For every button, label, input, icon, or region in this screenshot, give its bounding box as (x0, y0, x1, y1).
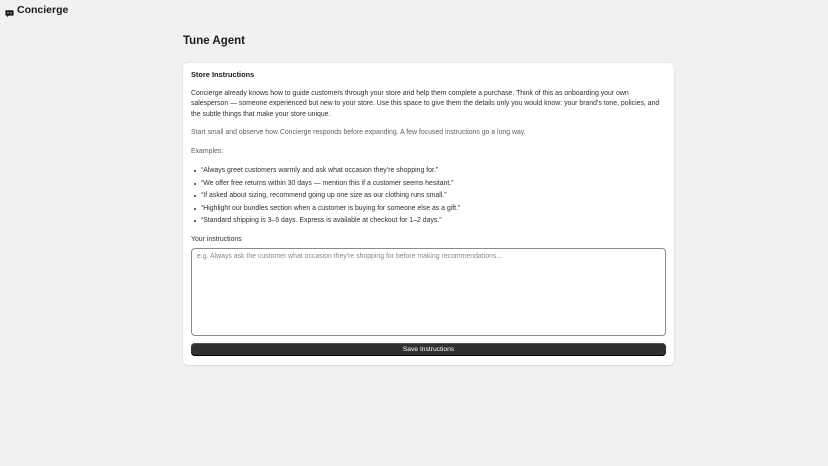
instructions-label: Your instructions (191, 236, 242, 243)
example-item: “Always greet customers warmly and ask what occasion they’re shopping for.” (201, 165, 460, 178)
intro-text: Concierge already knows how to guide customers through your store and help them complete a purchase. Think of this as onboarding your own salesperson — someone experienced but new to your store. Use this space to give them the details only you would know: your brand's tone, policies, and the subtle things that make your store unique. (191, 89, 660, 118)
example-item: “Standard shipping is 3–5 days. Express is available at checkout for 1–2 days.” (201, 215, 460, 228)
top-bar (0, 0, 828, 17)
store-instructions-card (183, 63, 674, 365)
examples-label: Examples: (191, 148, 224, 155)
page-title: Tune Agent (183, 35, 245, 47)
save-instructions-button[interactable]: Save Instructions (191, 343, 666, 356)
chat-bubble-icon (5, 5, 14, 14)
example-item: “If asked about sizing, recommend going up one size as our clothing runs small.” (201, 190, 460, 203)
brand[interactable] (5, 4, 68, 16)
example-item: “We offer free returns within 30 days — mention this if a customer seems hesitant.” (201, 178, 460, 191)
tip-text: Start small and observe how Concierge responds before expanding. A few focused instructions go a long way. (191, 129, 526, 136)
instructions-input[interactable] (191, 248, 666, 336)
section-title: Store Instructions (191, 70, 255, 79)
examples-list (191, 165, 460, 228)
example-item: “Highlight our bundles section when a customer is buying for someone else as a gift.” (201, 203, 460, 216)
brand-name: Concierge (17, 3, 69, 16)
